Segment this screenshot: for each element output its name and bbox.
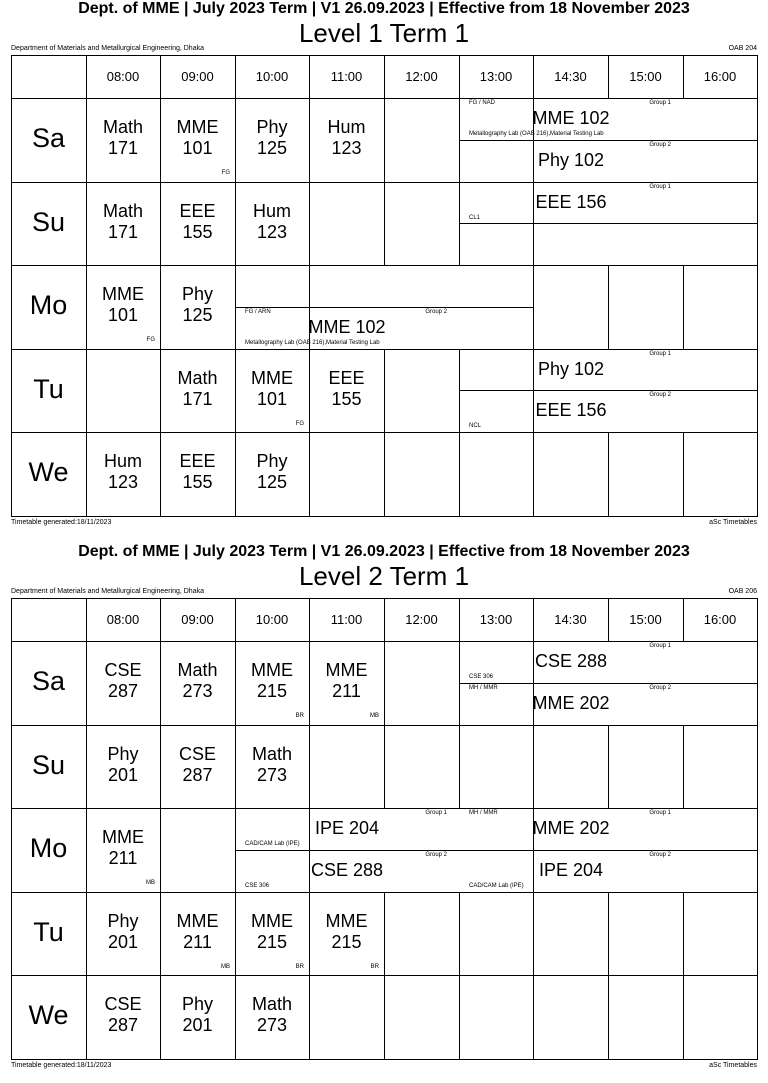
time-header: 12:00 — [405, 612, 438, 627]
lab-block — [459, 182, 683, 224]
footer-brand: aSc Timetables — [709, 518, 757, 526]
course-number: 125 — [256, 472, 288, 492]
grid-line — [757, 725, 758, 809]
course-cell — [235, 432, 309, 516]
grid-line — [309, 432, 310, 517]
grid-line — [757, 641, 758, 726]
course-number: 171 — [107, 138, 139, 158]
lab-room: CSE 306 — [245, 883, 270, 889]
grid-line — [608, 892, 609, 976]
course-cell — [235, 975, 309, 1059]
course-code: Math — [177, 368, 218, 388]
time-header: 11:00 — [330, 69, 363, 84]
lab-room: CSE 306 — [469, 674, 494, 680]
course-number: 125 — [182, 305, 213, 325]
grid-line — [533, 892, 534, 976]
grid-line — [384, 349, 385, 433]
course-number: 101 — [182, 138, 213, 158]
course-code: Math — [177, 660, 218, 680]
lab-room: CL1 — [469, 215, 481, 221]
course-code: CSE — [178, 744, 216, 764]
course-code: Phy — [107, 911, 139, 931]
course-cell — [309, 641, 384, 725]
timetable-sheet — [0, 0, 768, 540]
course-number: 201 — [182, 1015, 213, 1035]
course-cell — [86, 725, 160, 809]
grid-line — [757, 55, 758, 98]
course-code: Math — [102, 117, 144, 137]
day-label: Tu — [33, 917, 64, 947]
day-label: We — [28, 1000, 69, 1030]
time-header: 16:00 — [703, 69, 737, 84]
lab-group: Group 2 — [425, 309, 447, 315]
lab-block — [459, 683, 683, 725]
lab-block — [235, 850, 459, 892]
lab-room: Metallography Lab (OAB 216),Material Testing Lab — [245, 340, 380, 346]
course-number: 273 — [256, 1015, 288, 1035]
course-number: 201 — [107, 765, 139, 785]
course-number: 171 — [107, 222, 139, 242]
time-header: 14:30 — [554, 69, 587, 84]
lab-room: CAD/CAM Lab (IPE) — [245, 841, 300, 847]
lab-block — [459, 808, 683, 850]
time-header: 16:00 — [703, 612, 737, 627]
course-cell — [309, 349, 384, 433]
lab-course: EEE 156 — [535, 192, 607, 212]
course-code: Phy — [181, 284, 214, 304]
course-code: EEE — [179, 451, 216, 471]
room-label: OAB 204 — [728, 45, 757, 52]
course-number: 211 — [183, 932, 212, 952]
course-code: Hum — [252, 201, 291, 221]
course-cell — [160, 432, 235, 516]
lab-course: Phy 102 — [537, 359, 605, 379]
grid-line — [309, 725, 310, 809]
lab-room: CAD/CAM Lab (IPE) — [469, 883, 524, 889]
course-number: 215 — [331, 932, 362, 952]
course-cell — [86, 98, 160, 182]
grid-line — [757, 265, 758, 350]
course-code: EEE — [179, 201, 216, 221]
footer-generated: Timetable generated:18/11/2023 — [11, 1061, 112, 1069]
course-cell — [86, 808, 160, 892]
course-code: MME — [102, 827, 144, 847]
day-label: Tu — [33, 374, 64, 404]
course-code: MME — [251, 368, 293, 388]
grid-line — [11, 55, 12, 98]
grid-line — [757, 808, 758, 893]
time-header: 10:00 — [255, 69, 289, 84]
time-header: 13:00 — [479, 69, 513, 84]
grid-line — [683, 892, 684, 976]
lab-group: Group 1 — [425, 810, 447, 816]
time-header: 13:00 — [479, 612, 513, 627]
time-header: 11:00 — [330, 612, 363, 627]
day-label: Sa — [31, 123, 66, 153]
course-cell — [160, 98, 235, 182]
lab-course: MME 102 — [532, 108, 610, 128]
course-number: 215 — [256, 681, 288, 701]
teacher-initials: MB — [146, 880, 155, 886]
time-header: 09:00 — [181, 612, 214, 627]
course-number: 101 — [107, 305, 139, 325]
lab-teacher: FG / ARN — [245, 309, 271, 315]
course-code: Phy — [107, 744, 139, 764]
lab-course: IPE 204 — [538, 860, 604, 880]
course-cell — [160, 892, 235, 976]
lab-block — [459, 98, 683, 140]
course-code: Math — [251, 994, 293, 1014]
grid-line — [757, 432, 758, 517]
grid-line — [309, 182, 310, 266]
grid-line — [384, 98, 385, 183]
course-number: 287 — [107, 1015, 139, 1035]
course-code: MME — [176, 117, 219, 137]
course-code: Math — [102, 201, 144, 221]
time-header: 09:00 — [181, 69, 214, 84]
lab-group: Group 1 — [649, 643, 671, 649]
lab-course: MME 202 — [532, 693, 610, 713]
teacher-initials: BR — [370, 964, 379, 970]
course-number: 215 — [256, 932, 288, 952]
footer-brand: aSc Timetables — [709, 1061, 757, 1069]
lab-room: NCL — [469, 423, 482, 429]
course-cell — [235, 349, 309, 433]
course-code: Hum — [103, 451, 142, 471]
grid-line — [384, 975, 385, 1060]
teacher-initials: MB — [221, 964, 230, 970]
course-code: MME — [325, 911, 368, 931]
course-number: 273 — [256, 765, 288, 785]
grid-line — [160, 808, 161, 893]
lab-group: Group 2 — [649, 142, 671, 148]
course-code: MME — [176, 911, 219, 931]
lab-block — [235, 307, 459, 349]
grid-line — [757, 892, 758, 976]
department-name: Department of Materials and Metallurgical Engineering, Dhaka — [11, 588, 204, 595]
grid-line — [757, 349, 758, 433]
course-number: 287 — [182, 765, 213, 785]
course-code: Math — [251, 744, 293, 764]
time-header: 14:30 — [554, 612, 587, 627]
course-number: 123 — [256, 222, 288, 242]
course-cell — [86, 265, 160, 349]
course-cell — [160, 641, 235, 725]
grid-line — [384, 892, 385, 976]
grid-line — [533, 432, 534, 517]
lab-group: Group 1 — [649, 351, 671, 357]
course-cell — [86, 432, 160, 516]
grid-line — [757, 182, 758, 266]
course-cell — [160, 975, 235, 1059]
course-code: Phy — [181, 994, 214, 1014]
lab-group: Group 1 — [649, 810, 671, 816]
course-number: 273 — [182, 681, 213, 701]
lab-course: MME 202 — [532, 818, 610, 838]
grid-line — [533, 265, 534, 350]
course-code: CSE — [104, 660, 142, 680]
course-cell — [160, 725, 235, 809]
timetable-sheet — [0, 543, 768, 1083]
course-number: 211 — [108, 848, 138, 868]
lab-group: Group 2 — [649, 392, 671, 398]
course-cell — [86, 892, 160, 976]
grid-line — [384, 725, 385, 809]
grid-line — [757, 598, 758, 641]
grid-line — [757, 98, 758, 183]
lab-course: MME 102 — [308, 317, 386, 337]
course-cell — [160, 182, 235, 266]
course-cell — [86, 182, 160, 266]
course-cell — [160, 349, 235, 433]
grid-line — [683, 265, 684, 350]
course-number: 287 — [107, 681, 139, 701]
time-header: 15:00 — [629, 69, 662, 84]
time-header: 10:00 — [255, 612, 289, 627]
grid-line — [459, 975, 460, 1060]
sheet-header: Dept. of MME | July 2023 Term | V1 26.09.2023 | Effective from 18 November 2023 — [78, 0, 690, 17]
course-cell — [160, 265, 235, 349]
grid-line — [533, 975, 534, 1060]
time-header: 08:00 — [106, 69, 140, 84]
course-cell — [309, 98, 384, 182]
grid-line — [11, 598, 12, 641]
lab-group: Group 2 — [425, 852, 447, 858]
sheet-header: Dept. of MME | July 2023 Term | V1 26.09.2023 | Effective from 18 November 2023 — [78, 543, 690, 560]
level-title: Level 2 Term 1 — [298, 561, 470, 591]
grid-line — [683, 975, 684, 1060]
course-code: EEE — [328, 368, 365, 388]
course-number: 155 — [331, 389, 362, 409]
grid-line — [608, 265, 609, 350]
grid-line — [384, 432, 385, 517]
course-cell — [235, 892, 309, 976]
grid-line — [533, 725, 534, 809]
grid-line — [309, 975, 310, 1060]
lab-block — [459, 140, 683, 182]
course-cell — [235, 98, 309, 182]
grid-line — [683, 725, 684, 809]
lab-teacher: FG / NAD — [469, 100, 496, 106]
lab-group: Group 2 — [649, 685, 671, 691]
course-code: CSE — [104, 994, 142, 1014]
lab-course: IPE 204 — [314, 818, 380, 838]
day-label: Su — [31, 207, 66, 237]
course-code: MME — [251, 660, 293, 680]
footer-generated: Timetable generated:18/11/2023 — [11, 518, 112, 526]
timetable-grid — [11, 598, 758, 1060]
lab-block — [459, 641, 683, 683]
time-header: 12:00 — [405, 69, 438, 84]
grid-line — [608, 725, 609, 809]
level-title: Level 1 Term 1 — [298, 18, 470, 48]
course-code: MME — [325, 660, 368, 680]
lab-course: Phy 102 — [537, 150, 605, 170]
grid-line — [459, 432, 460, 517]
course-number: 201 — [107, 932, 139, 952]
course-code: Hum — [327, 117, 366, 137]
lab-group: Group 1 — [649, 184, 671, 190]
lab-course: EEE 156 — [535, 400, 607, 420]
day-label: Su — [31, 750, 66, 780]
course-number: 155 — [182, 472, 213, 492]
grid-line — [384, 182, 385, 266]
course-cell — [235, 182, 309, 266]
grid-line — [608, 432, 609, 517]
course-number: 123 — [107, 472, 139, 492]
course-number: 101 — [256, 389, 288, 409]
day-label: Mo — [29, 833, 68, 863]
lab-room: Metallography Lab (OAB 216),Material Testing Lab — [469, 131, 604, 137]
course-cell — [86, 975, 160, 1059]
course-number: 171 — [182, 389, 213, 409]
teacher-initials: FG — [221, 170, 230, 176]
course-code: MME — [251, 911, 293, 931]
course-cell — [86, 641, 160, 725]
course-number: 211 — [332, 681, 361, 701]
course-cell — [235, 725, 309, 809]
day-label: Mo — [29, 290, 68, 320]
grid-line — [459, 892, 460, 976]
day-label: We — [28, 457, 69, 487]
lab-block — [459, 349, 683, 391]
grid-line — [683, 432, 684, 517]
grid-line — [384, 641, 385, 726]
course-number: 155 — [182, 222, 213, 242]
lab-block — [459, 390, 683, 432]
grid-line — [86, 349, 87, 433]
room-label: OAB 206 — [728, 588, 757, 595]
teacher-initials: FG — [146, 337, 155, 343]
time-header: 15:00 — [629, 612, 662, 627]
grid-line — [757, 975, 758, 1060]
day-label: Sa — [31, 666, 66, 696]
grid-line — [459, 725, 460, 809]
course-number: 123 — [331, 138, 362, 158]
lab-teacher: MH / MMR — [469, 685, 498, 691]
lab-teacher: MH / MMR — [469, 810, 498, 816]
course-number: 125 — [256, 138, 288, 158]
lab-group: Group 2 — [649, 852, 671, 858]
lab-course: CSE 288 — [534, 651, 608, 671]
course-cell — [235, 641, 309, 725]
course-cell — [309, 892, 384, 976]
teacher-initials: BR — [295, 964, 304, 970]
lab-block — [459, 850, 683, 892]
lab-course: CSE 288 — [310, 860, 384, 880]
teacher-initials: MB — [370, 713, 379, 719]
department-name: Department of Materials and Metallurgical Engineering, Dhaka — [11, 45, 204, 52]
teacher-initials: BR — [295, 713, 304, 719]
timetable-grid — [11, 55, 758, 517]
lab-group: Group 1 — [649, 100, 671, 106]
lab-block — [235, 808, 459, 850]
teacher-initials: FG — [295, 421, 304, 427]
course-code: Phy — [256, 117, 288, 137]
course-code: MME — [102, 284, 144, 304]
grid-line — [608, 975, 609, 1060]
time-header: 08:00 — [106, 612, 140, 627]
course-code: Phy — [256, 451, 288, 471]
